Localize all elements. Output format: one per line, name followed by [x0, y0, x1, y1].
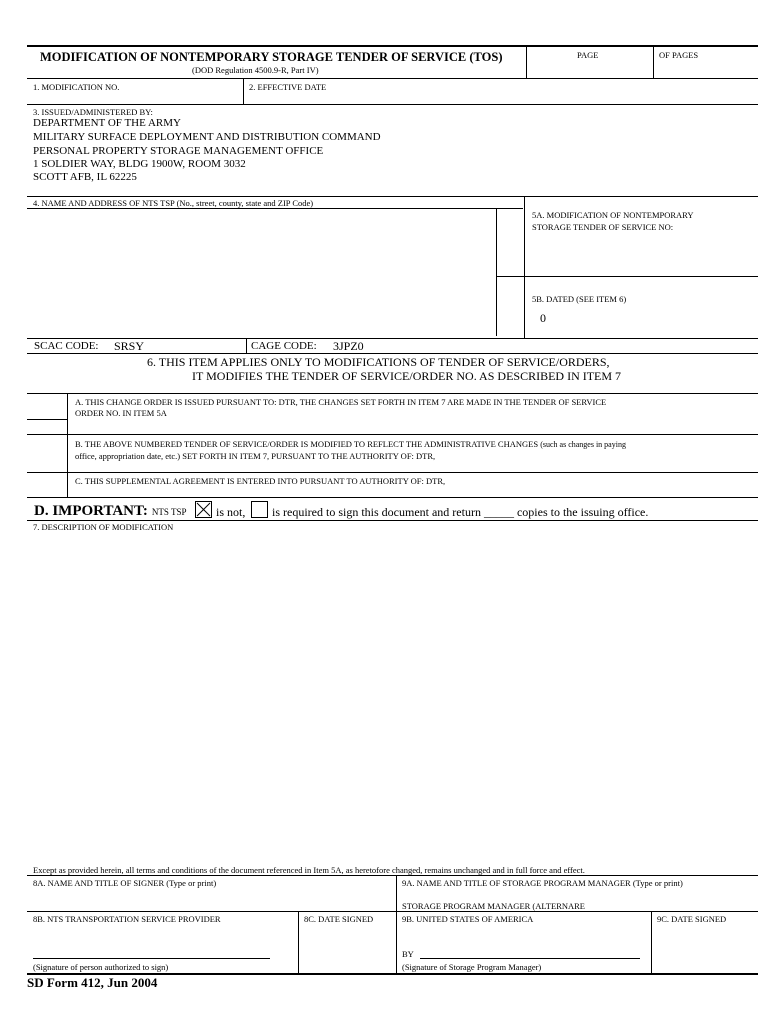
- divider: [298, 912, 299, 974]
- item6-heading: IT MODIFIES THE TENDER OF SERVICE/ORDER NO. AS DESCRIBED IN ITEM 7: [192, 369, 622, 383]
- of-pages-input[interactable]: [657, 62, 755, 76]
- dated-value[interactable]: 0: [540, 311, 546, 325]
- rule: [27, 104, 758, 105]
- issuer-line: MILITARY SURFACE DEPLOYMENT AND DISTRIBUTION COMMAND: [33, 131, 381, 143]
- divider: [651, 912, 652, 974]
- rule: [27, 875, 758, 876]
- rule: [27, 911, 758, 912]
- item6b-text-main: B. THE ABOVE NUMBERED TENDER OF SERVICE/ORDER IS MODIFIED TO REFLECT THE ADMINISTRATIVE CHANGES: [75, 439, 541, 449]
- date-signed-9c-label: 9C. DATE SIGNED: [657, 914, 727, 924]
- effective-date-input[interactable]: [249, 92, 754, 103]
- important-label: D. IMPORTANT:: [34, 503, 148, 519]
- issued-by-label: 3. ISSUED/ADMINISTERED BY:: [33, 107, 153, 117]
- item6a-text: ORDER NO. IN ITEM 5A: [75, 408, 167, 418]
- divider: [243, 79, 244, 104]
- signature-caption-8b: (Signature of person authorized to sign): [33, 962, 169, 972]
- divider: [496, 209, 497, 336]
- by-label: BY: [402, 949, 414, 959]
- x-mark-icon: [196, 502, 211, 517]
- cage-label: CAGE CODE:: [251, 340, 317, 352]
- tender-no-input[interactable]: [532, 246, 752, 260]
- signer-name-input[interactable]: [33, 892, 388, 906]
- nts-tsp-label: NTS TSP: [151, 507, 187, 517]
- rule: [27, 353, 758, 354]
- issuer-line: 1 SOLDIER WAY, BLDG 1900W, ROOM 3032: [33, 158, 246, 170]
- issuer-line: PERSONAL PROPERTY STORAGE MANAGEMENT OFFICE: [33, 145, 324, 157]
- date-signed-9c-input[interactable]: [657, 940, 754, 954]
- check-underline[interactable]: [27, 419, 67, 420]
- footer-note: Except as provided herein, all terms and conditions of the document referenced in Item 5A, as heretofore changed, remains unchanged and in full force and effect.: [33, 865, 585, 875]
- page-label: PAGE: [577, 50, 599, 60]
- divider: [653, 46, 654, 78]
- rule: [27, 472, 758, 473]
- form-id: SD Form 412, Jun 2004: [27, 975, 158, 990]
- item6-heading: 6. THIS ITEM APPLIES ONLY TO MODIFICATIONS OF TENDER OF SERVICE/ORDERS,: [147, 355, 610, 369]
- form-subtitle: (DOD Regulation 4500.9-R, Part IV): [192, 65, 319, 75]
- tsp-label: 8B. NTS TRANSPORTATION SERVICE PROVIDER: [33, 914, 221, 924]
- divider: [396, 876, 397, 974]
- rule: [27, 196, 758, 197]
- form-title: MODIFICATION OF NONTEMPORARY STORAGE TENDER OF SERVICE (TOS): [40, 50, 503, 64]
- is-not-checkbox[interactable]: [195, 501, 212, 518]
- date-signed-8c-label: 8C. DATE SIGNED: [304, 914, 374, 924]
- rule: [27, 393, 758, 394]
- scac-label: SCAC CODE:: [34, 340, 99, 352]
- is-not-label: is not,: [216, 505, 246, 519]
- signature-caption-9b: (Signature of Storage Program Manager): [402, 962, 542, 972]
- important-row: [34, 502, 187, 520]
- item6c-text: C. THIS SUPPLEMENTAL AGREEMENT IS ENTERED INTO PURSUANT TO AUTHORITY OF: DTR,: [75, 476, 446, 486]
- divider: [524, 197, 525, 339]
- rule: [27, 520, 758, 521]
- rule: [27, 497, 758, 498]
- modification-no-input[interactable]: [33, 92, 238, 103]
- signature-line-8b[interactable]: [33, 958, 270, 959]
- divider: [67, 394, 68, 497]
- divider: [246, 339, 247, 353]
- item5a-label: 5A. MODIFICATION OF NONTEMPORARY: [532, 210, 694, 220]
- modification-no-label: 1. MODIFICATION NO.: [33, 82, 120, 92]
- item5a-label: STORAGE TENDER OF SERVICE NO:: [532, 222, 674, 232]
- usa-label: 9B. UNITED STATES OF AMERICA: [402, 914, 534, 924]
- scac-value[interactable]: SRSY: [114, 339, 145, 353]
- issuer-line: SCOTT AFB, IL 62225: [33, 171, 137, 183]
- is-required-checkbox[interactable]: [251, 501, 268, 518]
- item5b-label: 5B. DATED (SEE ITEM 6): [532, 294, 627, 304]
- rule: [497, 276, 758, 277]
- top-rule: [27, 45, 758, 47]
- rule: [27, 208, 523, 209]
- important-text: is required to sign this document and return _____ copies to the issuing office.: [272, 505, 649, 519]
- issuer-line: DEPARTMENT OF THE ARMY: [33, 117, 181, 129]
- rule: [27, 434, 758, 435]
- tsp-address-input[interactable]: [33, 212, 491, 332]
- signature-line-9b[interactable]: [420, 958, 640, 959]
- item6b-text-small: (such as changes in paying: [540, 440, 626, 449]
- of-pages-label: OF PAGES: [659, 50, 699, 60]
- divider: [526, 46, 527, 78]
- item6b-text: [75, 439, 626, 450]
- description-label: 7. DESCRIPTION OF MODIFICATION: [33, 522, 174, 532]
- effective-date-label: 2. EFFECTIVE DATE: [249, 82, 327, 92]
- signer-name-label: 8A. NAME AND TITLE OF SIGNER (Type or print): [33, 878, 217, 888]
- manager-name-label: 9A. NAME AND TITLE OF STORAGE PROGRAM MANAGER (Type or print): [402, 878, 683, 888]
- tsp-address-label: 4. NAME AND ADDRESS OF NTS TSP (No., street, county, state and ZIP Code): [33, 198, 314, 208]
- item6a-text: A. THIS CHANGE ORDER IS ISSUED PURSUANT TO: DTR, THE CHANGES SET FORTH IN ITEM 7 ARE MADE IN THE TENDER OF SERVICE: [75, 397, 607, 407]
- description-input[interactable]: [33, 536, 753, 856]
- manager-name-value[interactable]: STORAGE PROGRAM MANAGER (ALTERNARE: [402, 901, 586, 911]
- page-input[interactable]: [530, 62, 648, 76]
- rule: [27, 78, 758, 79]
- cage-value[interactable]: 3JPZ0: [333, 339, 364, 353]
- item6b-text: office, appropriation date, etc.) SET FORTH IN ITEM 7, PURSUANT TO THE AUTHORITY OF: DTR,: [75, 451, 436, 461]
- date-signed-8c-input[interactable]: [304, 940, 392, 954]
